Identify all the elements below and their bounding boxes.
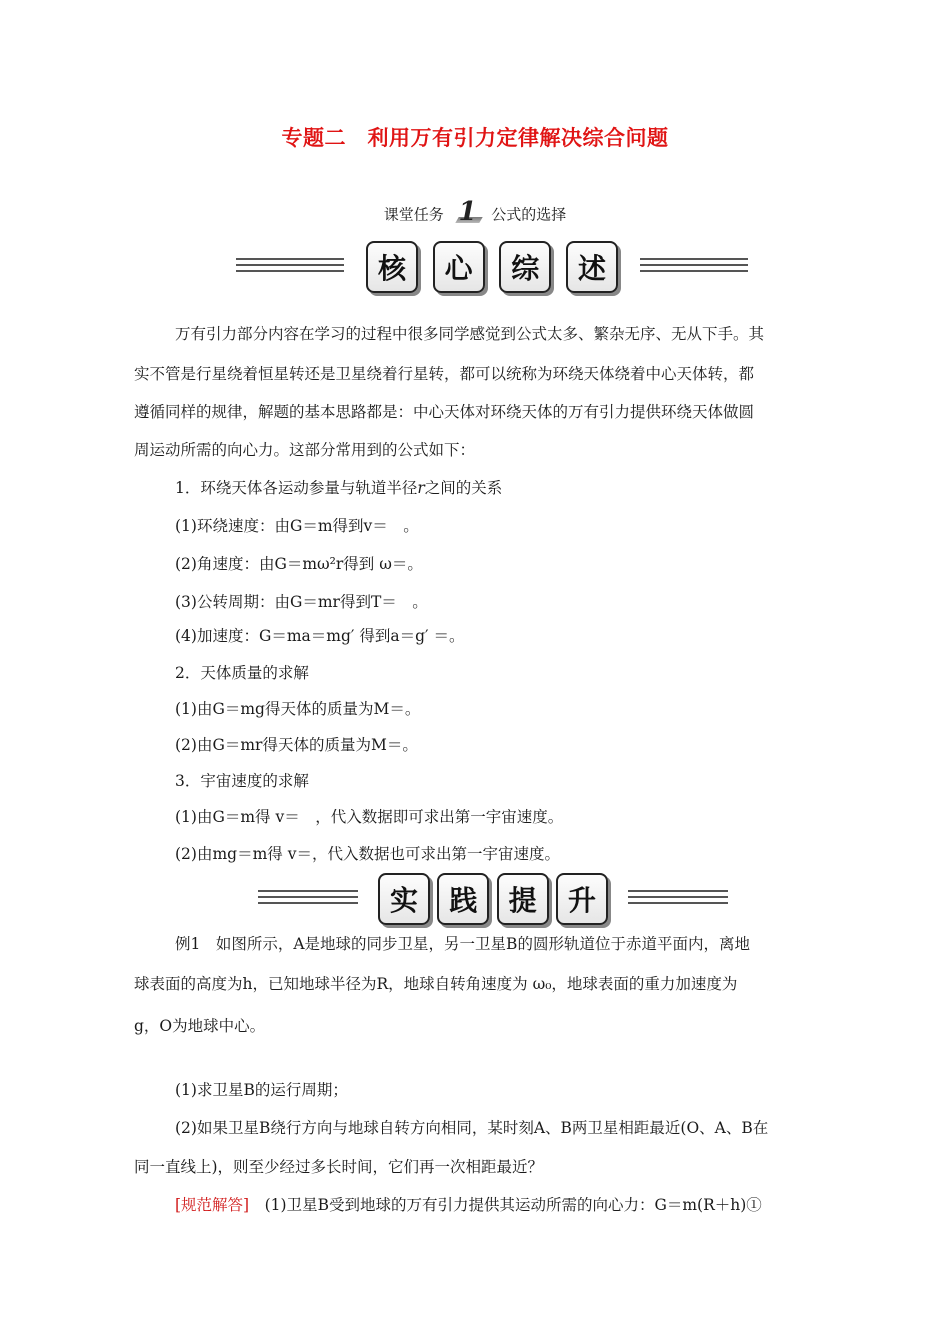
banner-lines-right [628, 890, 728, 912]
answer-text: (1)卫星B受到地球的万有引力提供其运动所需的向心力：G＝m(R＋h)① [249, 1196, 762, 1214]
task-header [0, 197, 950, 227]
banner-char-box: 升 [556, 873, 608, 925]
page-title: 专题二 利用万有引力定律解决综合问题 [281, 126, 669, 150]
intro-line: 周运动所需的向心力。这部分常用到的公式如下： [134, 441, 476, 459]
formula-item: (1)由G＝mg得天体的质量为M＝。 [175, 700, 421, 718]
banner-char-box: 实 [378, 873, 430, 925]
task-name: 公式的选择 [491, 205, 567, 224]
formula-item: (2)由mg＝m得 v＝，代入数据也可求出第一宇宙速度。 [175, 845, 560, 863]
formula-item: (4)加速度：G＝ma＝mg′ 得到a＝g′ ＝。 [175, 627, 465, 645]
banner-core-summary [236, 241, 748, 297]
section-heading-2: 2．天体质量的求解 [175, 664, 309, 682]
banner-char-box: 综 [499, 241, 551, 293]
heading-tail: 之间的关系 [424, 479, 503, 497]
answer-tag: [规范解答] [175, 1196, 250, 1214]
heading-text: 1．环绕天体各运动参量与轨道半径 [175, 479, 418, 497]
intro-line: 实不管是行星绕着恒星转还是卫星绕着行星转，都可以统称为环绕天体绕着中心天体转，都 [134, 365, 755, 383]
task-number: 1 [458, 197, 477, 227]
section-heading-1 [134, 479, 824, 498]
intro-line: 万有引力部分内容在学习的过程中很多同学感觉到公式太多、繁杂无序、无从下手。其 [175, 325, 765, 343]
banner-lines-right [640, 258, 748, 280]
formula-item: (2)角速度：由G＝mω²r得到 ω＝。 [175, 555, 423, 573]
banner-char-box: 践 [437, 873, 489, 925]
banner-char-box: 心 [433, 241, 485, 293]
banner-lines-left [236, 258, 344, 280]
question-2-line: (2)如果卫星B绕行方向与地球自转方向相同，某时刻A、B两卫星相距最近(O、A、B在 [175, 1119, 769, 1137]
answer-line [134, 1196, 824, 1215]
task-number-badge [455, 197, 481, 227]
question-2-line: 同一直线上)，则至少经过多长时间，它们再一次相距最近？ [134, 1158, 544, 1176]
example-line: 例1 如图所示，A是地球的同步卫星，另一卫星B的圆形轨道位于赤道平面内，离地 [175, 935, 750, 953]
formula-item: (1)环绕速度：由G＝m得到v＝ 。 [175, 517, 419, 535]
formula-item: (2)由G＝mr得天体的质量为M＝。 [175, 736, 418, 754]
heading-var: r [417, 479, 425, 497]
intro-line: 遵循同样的规律，解题的基本思路都是：中心天体对环绕天体的万有引力提供环绕天体做圆 [134, 403, 755, 421]
example-line: 球表面的高度为h，已知地球半径为R，地球自转角速度为 ω₀，地球表面的重力加速度为 [134, 975, 738, 993]
question-1: (1)求卫星B的运行周期； [175, 1081, 348, 1099]
banner-char-box: 提 [497, 873, 549, 925]
banner-char-box: 述 [566, 241, 618, 293]
formula-item: (1)由G＝m得 v＝ ，代入数据即可求出第一宇宙速度。 [175, 808, 564, 826]
banner-boxes [378, 873, 608, 929]
formula-item: (3)公转周期：由G＝mr得到T＝ 。 [175, 593, 428, 611]
banner-boxes [366, 241, 618, 297]
banner-char-box: 核 [366, 241, 418, 293]
banner-practice [258, 873, 728, 929]
banner-lines-left [258, 890, 358, 912]
example-line: g，O为地球中心。 [134, 1017, 266, 1035]
task-prefix: 课堂任务 [383, 205, 444, 224]
section-heading-3: 3．宇宙速度的求解 [175, 772, 309, 790]
